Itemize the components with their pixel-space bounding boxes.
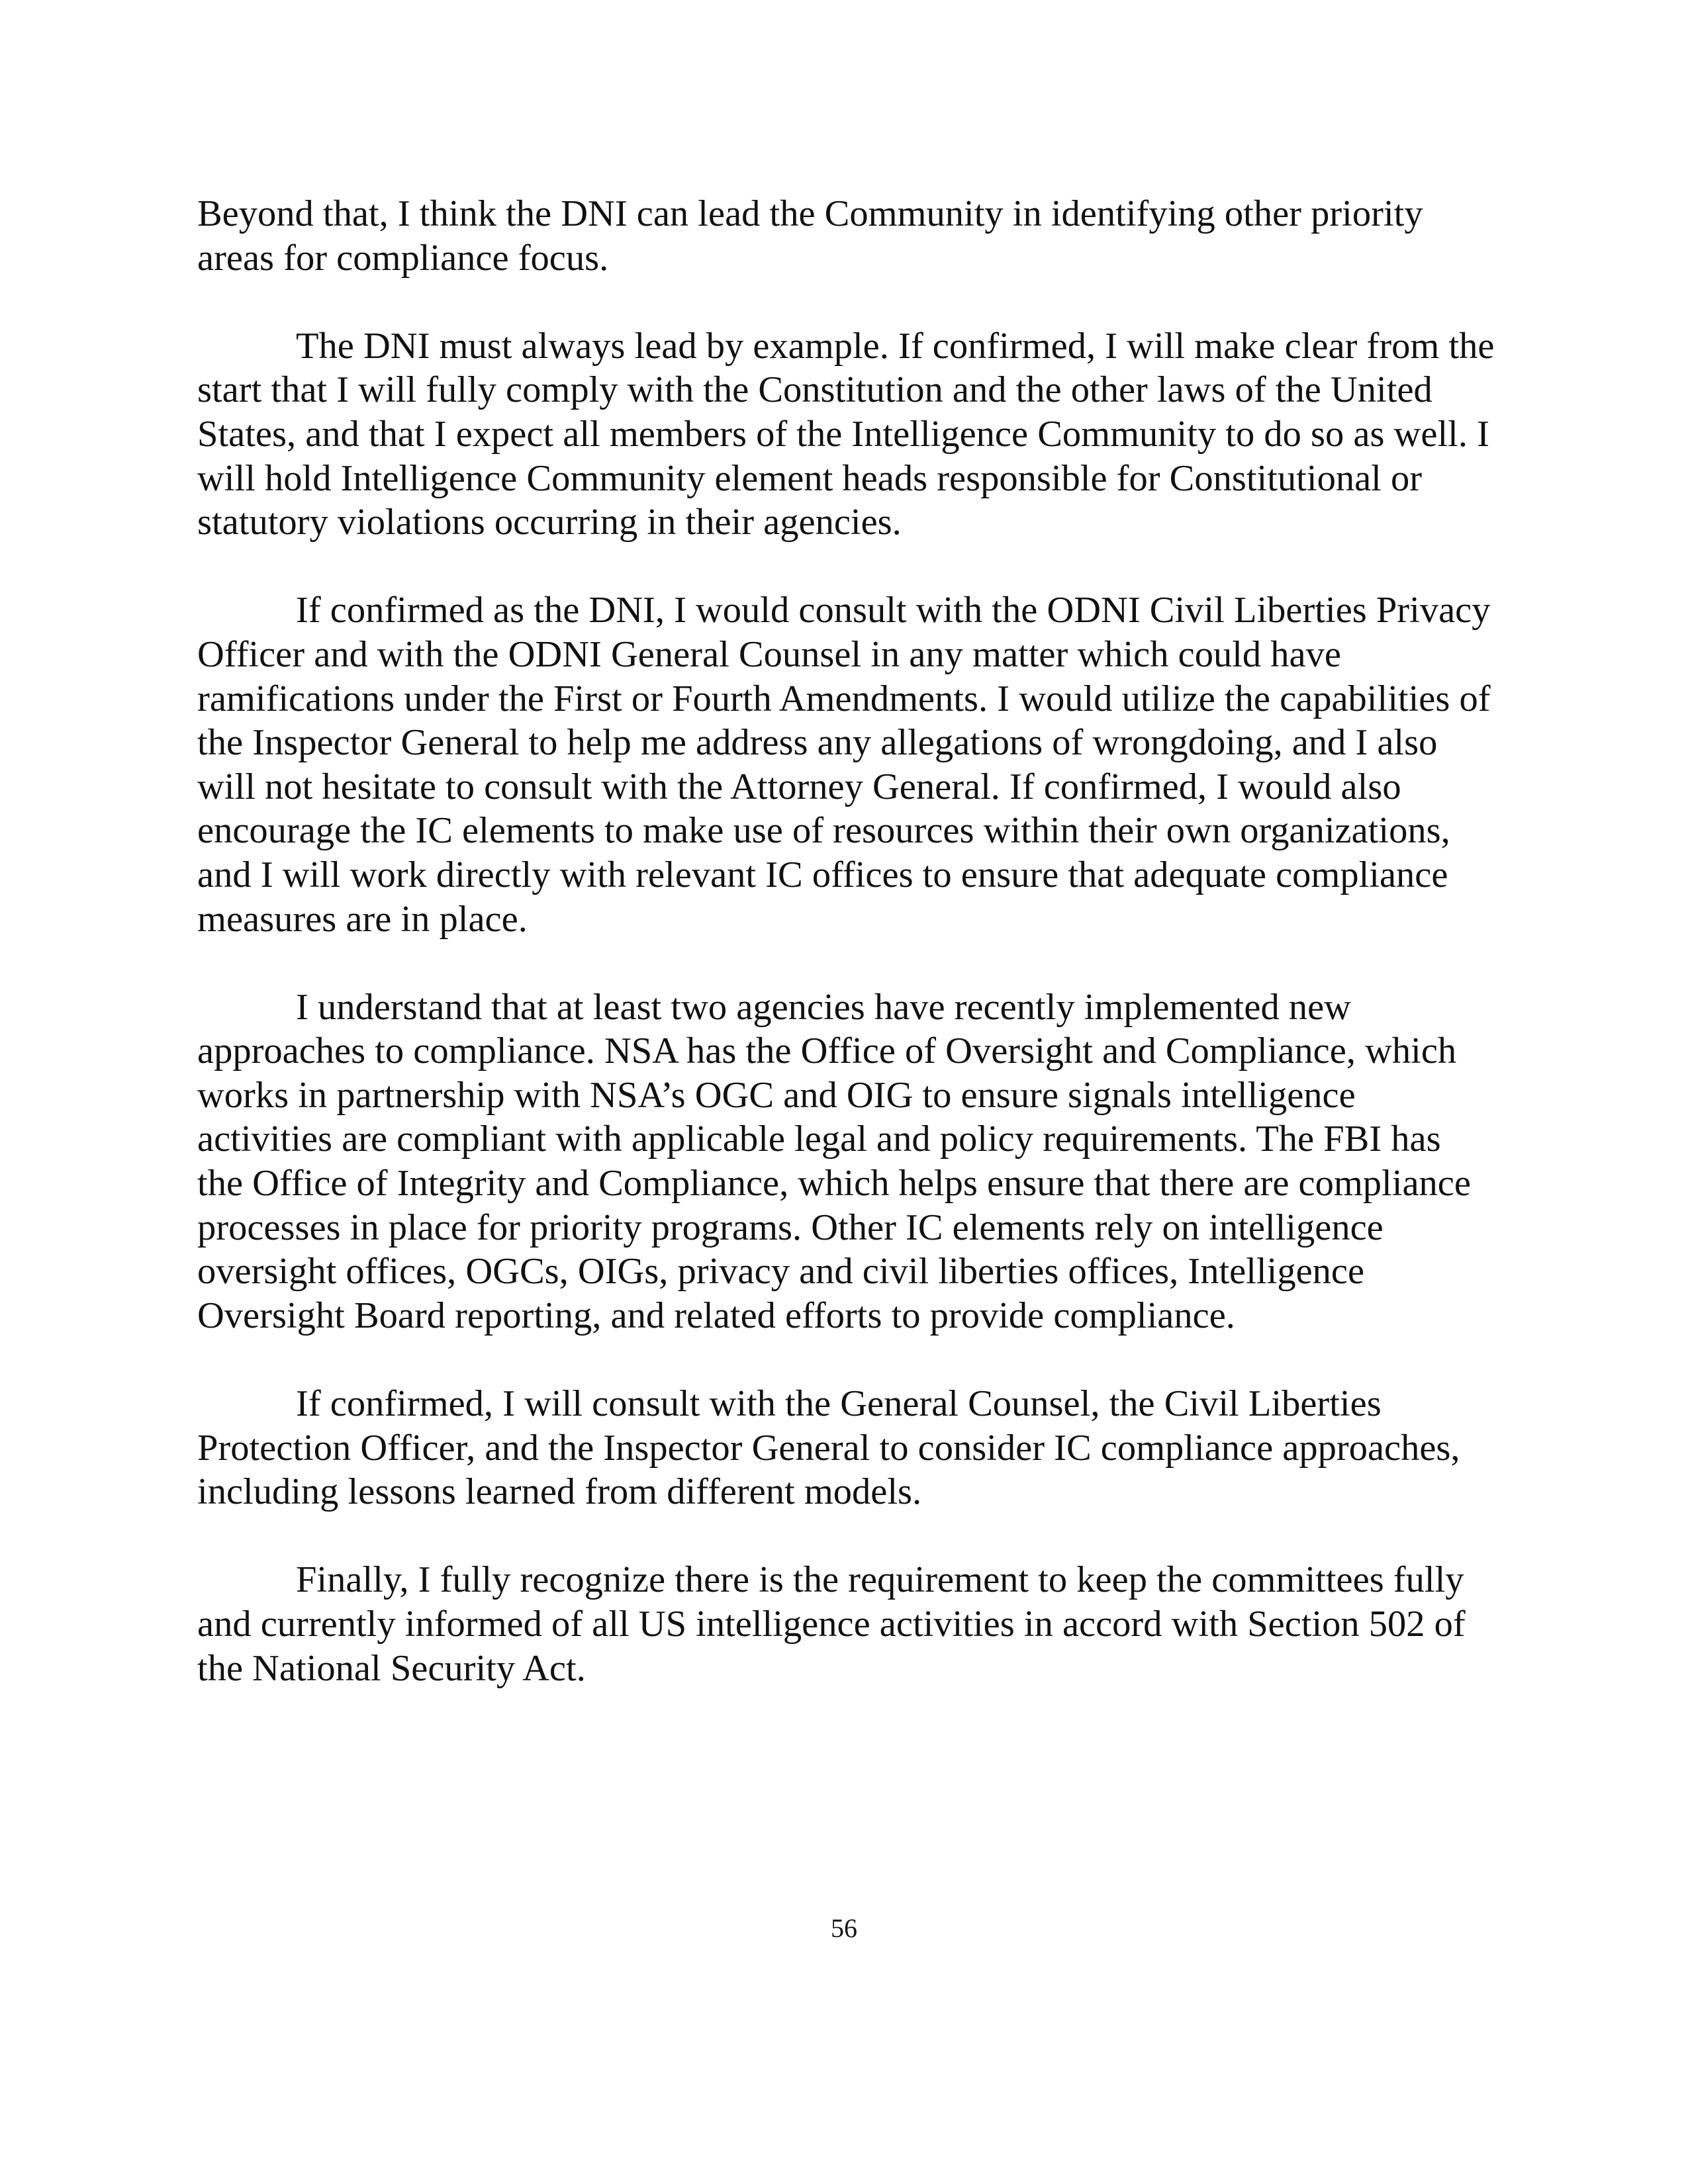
paragraph-6: Finally, I fully recognize there is the requirement to keep the committees fully and currently informed of all US intelligence activities in accord with Section 502 of the National Security Act. <box>197 1559 1466 1689</box>
document-body <box>197 192 1495 1735</box>
paragraph-4: I understand that at least two agencies have recently implemented new approaches to compliance. NSA has the Office of Oversight and Compliance, which works in partnership with NSA’s OGC and OIG to ensure signals intelligence activities are compliant with applicable legal and policy requirements. The FBI has the Office of Integrity and Compliance, which helps ensure that there are compliance processes in place for priority programs. Other IC elements rely on intelligence oversight offices, OGCs, OIGs, privacy and civil liberties offices, Intelligence Oversight Board reporting, and related efforts to provide compliance. <box>197 986 1471 1336</box>
paragraph-1: Beyond that, I think the DNI can lead the Community in identifying other priority areas for compliance focus. <box>197 193 1423 279</box>
page-number: 56 <box>831 1913 857 1943</box>
paragraph-2: The DNI must always lead by example. If confirmed, I will make clear from the start that I will fully comply with the Constitution and the other laws of the United States, and that I expect all members of the Intelligence Community to do so as well. I will hold Intelligence Community element heads responsible for Constitutional or statutory violations occurring in their agencies. <box>197 325 1495 543</box>
paragraph-3: If confirmed as the DNI, I would consult with the ODNI Civil Liberties Privacy Officer and with the ODNI General Counsel in any matter which could have ramifications under the First or Fourth Amendments. I would utilize the capabilities of the Inspector General to help me address any allegations of wrongdoing, and I also will not hesitate to consult with the Attorney General. If confirmed, I would also encourage the IC elements to make use of resources within their own organizations, and I will work directly with relevant IC offices to ensure that adequate compliance measures are in place. <box>197 590 1491 940</box>
paragraph-5: If confirmed, I will consult with the General Counsel, the Civil Liberties Protection Officer, and the Inspector General to consider IC compliance approaches, including lessons learned from different models. <box>197 1383 1460 1513</box>
